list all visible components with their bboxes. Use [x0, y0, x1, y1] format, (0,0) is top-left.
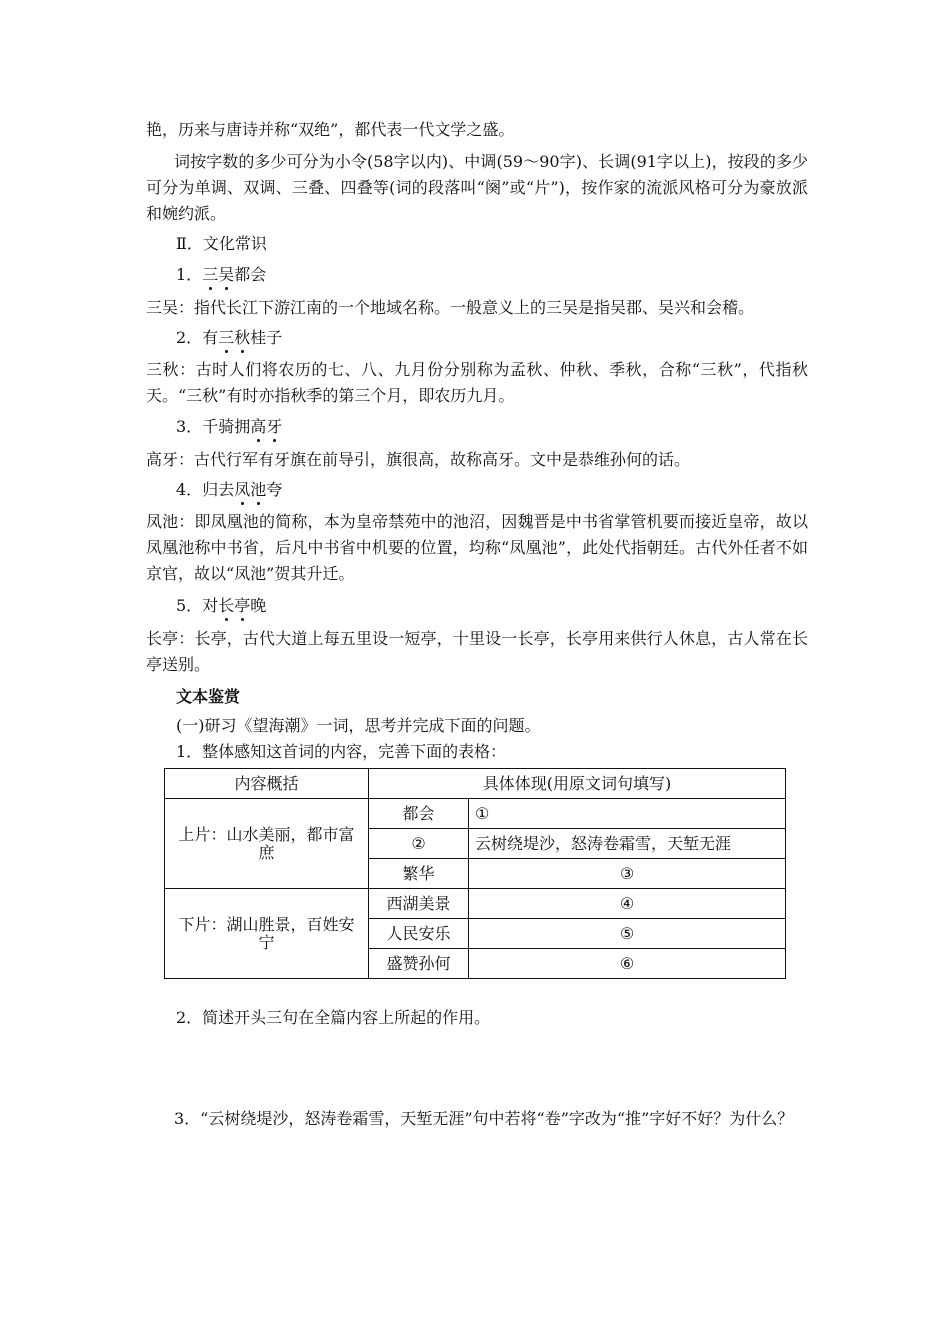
emphasis-dot-char: 三 — [218, 328, 235, 347]
item-explanation: 三吴：指代长江下游江南的一个地域名称。一般意义上的三吴是指吴郡、吴兴和会稽。 — [146, 298, 755, 317]
ci-classification-paragraph: 词按字数的多少可分为小令(58字以内)、中调(59～90字)、长调(91字以上)，按段的多少可分为单调、双调、三叠、四叠等(词的段落叫“阕”或“片”)，按作家的流派风格可分为豪放派和婉约派。 — [146, 152, 808, 223]
table-answer-cell: ⑤ — [469, 919, 786, 949]
continued-paragraph: 艳，历来与唐诗并称“双绝”，都代表一代文学之盛。 — [146, 120, 515, 139]
table-answer-cell: 云树绕堤沙，怒涛卷霜雪，天堑无涯 — [469, 829, 786, 859]
table-aspect-cell: 西湖美景 — [369, 889, 469, 919]
emphasis-dot-char: 吴 — [218, 265, 235, 284]
summary-table — [164, 768, 786, 979]
table-header: 具体体现(用原文词句填写) — [369, 769, 786, 799]
item-explanation: 凤池：即凤凰池的简称，本为皇帝禁苑中的池沼，因魏晋是中书省掌管机要而接近皇帝，故以凤凰池称中书省，后凡中书省中机要的位置，均称“凤凰池”，此处代指朝廷。古代外任者不如京官，故以“凤池”贺其升迁。 — [146, 512, 808, 583]
appreciation-intro: (一)研习《望海潮》一词，思考并完成下面的问题。 — [176, 716, 541, 735]
table-aspect-cell: 繁华 — [369, 859, 469, 889]
table-aspect-cell: 都会 — [369, 799, 469, 829]
item-explanation: 高牙：古代行军有牙旗在前导引，旗很高，故称高牙。文中是恭维孙何的话。 — [146, 450, 691, 469]
item-heading: 4．归去凤池夸 — [176, 480, 283, 499]
emphasis-dot-char: 长 — [218, 596, 235, 615]
section-title: Ⅱ．文化常识 — [176, 234, 267, 253]
item-heading: 1．三吴都会 — [176, 265, 267, 284]
item-heading: 2．有三秋桂子 — [176, 328, 283, 347]
item-explanation: 长亭：长亭，古代大道上每五里设一短亭，十里设一长亭，长亭用来供行人休息，古人常在长亭送别。 — [146, 629, 808, 674]
table-answer-cell: ④ — [469, 889, 786, 919]
emphasis-dot-char: 高 — [250, 417, 267, 436]
table-aspect-cell: 盛赞孙何 — [369, 949, 469, 979]
emphasis-dot-char: 牙 — [266, 417, 283, 436]
emphasis-dot-char: 凤 — [234, 480, 251, 499]
emphasis-dot-char: 亭 — [234, 596, 251, 615]
table-header: 内容概括 — [165, 769, 369, 799]
table-answer-cell: ⑥ — [469, 949, 786, 979]
item-explanation: 三秋：古时人们将农历的七、八、九月份分别称为孟秋、仲秋、季秋，合称“三秋”，代指秋天。“三秋”有时亦指秋季的第三个月，即农历九月。 — [146, 360, 808, 405]
emphasis-dot-char: 秋 — [234, 328, 251, 347]
question-3: 3．“云树绕堤沙，怒涛卷霜雪，天堑无涯”句中若将“卷”字改为“推”字好不好？为什么？ — [174, 1109, 794, 1128]
question-1: 1．整体感知这首词的内容，完善下面的表格： — [176, 742, 507, 761]
emphasis-dot-char: 三 — [202, 265, 219, 284]
item-heading: 5．对长亭晚 — [176, 596, 267, 615]
question-2: 2．简述开头三句在全篇内容上所起的作用。 — [176, 1008, 491, 1027]
table-summary-cell: 上片：山水美丽，都市富庶 — [165, 799, 369, 889]
table-row — [165, 889, 786, 919]
appreciation-title: 文本鉴赏 — [176, 687, 241, 706]
table-answer-cell: ③ — [469, 859, 786, 889]
table-answer-cell: ① — [469, 799, 786, 829]
item-heading: 3．千骑拥高牙 — [176, 417, 283, 436]
table-summary-cell: 下片：湖山胜景，百姓安宁 — [165, 889, 369, 979]
emphasis-dot-char: 池 — [250, 480, 267, 499]
table-aspect-cell: 人民安乐 — [369, 919, 469, 949]
table-header-row — [165, 769, 786, 799]
table-row — [165, 799, 786, 829]
table-aspect-cell: ② — [369, 829, 469, 859]
